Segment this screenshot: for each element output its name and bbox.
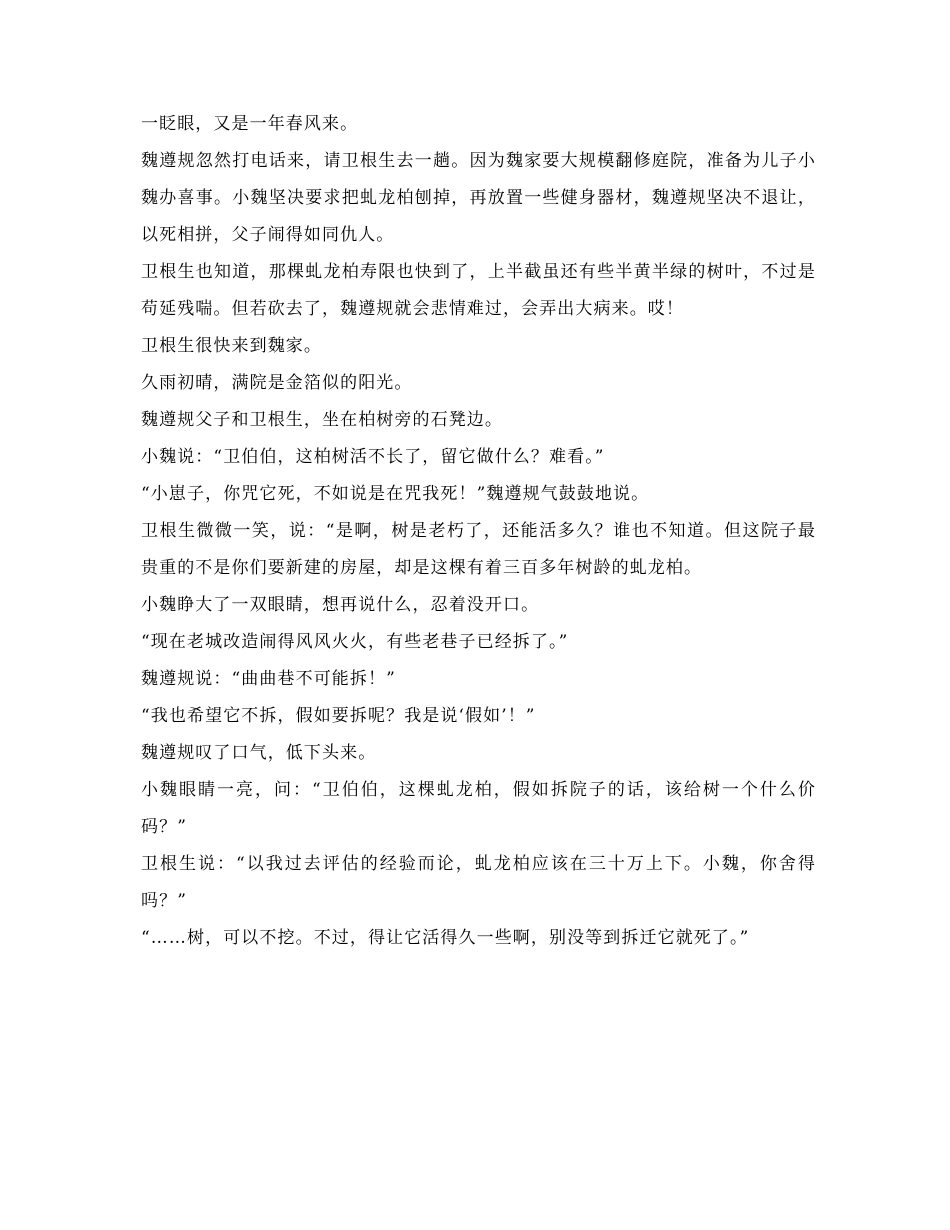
paragraph: 小魏说：“卫伯伯，这柏树活不长了，留它做什么？难看。” — [141, 447, 605, 467]
paragraph: 卫根生也知道，那棵虬龙柏寿限也快到了，上半截虽还有些半黄半绿的树叶，不过是苟延残喘。但若砍去了，魏遵规就会悲情难过，会弄出大病来。哎！ — [141, 262, 816, 319]
paragraph: “现在老城改造闹得风风火火，有些老巷子已经拆了。” — [141, 632, 569, 652]
paragraph: 卫根生微微一笑，说：“是啊，树是老朽了，还能活多久？谁也不知道。但这院子最贵重的不是你们要新建的房屋，却是这棵有着三百多年树龄的虬龙柏。 — [141, 521, 816, 578]
paragraph: “我也希望它不拆，假如要拆呢？我是说‘假如’！” — [141, 706, 536, 726]
paragraph: “小崽子，你咒它死，不如说是在咒我死！”魏遵规气鼓鼓地说。 — [141, 484, 650, 504]
paragraph: 魏遵规说：“曲曲巷不可能拆！” — [141, 669, 396, 689]
paragraph: 魏遵规叹了口气，低下头来。 — [141, 743, 377, 763]
paragraph: 魏遵规父子和卫根生，坐在柏树旁的石凳边。 — [141, 410, 503, 430]
paragraph: 久雨初晴，满院是金箔似的阳光。 — [141, 373, 413, 393]
paragraph: 小魏睁大了一双眼睛，想再说什么，忍着没开口。 — [141, 595, 540, 615]
paragraph: 魏遵规忽然打电话来，请卫根生去一趟。因为魏家要大规模翻修庭院，准备为儿子小魏办喜事。小魏坚决要求把虬龙柏刨掉，再放置一些健身器材，魏遵规坚决不退让，以死相拼，父子闹得如同仇人。 — [141, 151, 816, 245]
paragraph: 一眨眼，又是一年春风来。 — [141, 114, 359, 134]
paragraph: 卫根生说：“以我过去评估的经验而论，虬龙柏应该在三十万上下。小魏，你舍得吗？” — [141, 854, 816, 911]
paragraph: “……树，可以不挖。不过，得让它活得久一些啊，别没等到拆迁它就死了。” — [141, 928, 750, 948]
document-page — [141, 106, 816, 957]
paragraph: 卫根生很快来到魏家。 — [141, 336, 322, 356]
paragraph: 小魏眼睛一亮，问：“卫伯伯，这棵虬龙柏，假如拆院子的话，该给树一个什么价码？” — [141, 780, 816, 837]
